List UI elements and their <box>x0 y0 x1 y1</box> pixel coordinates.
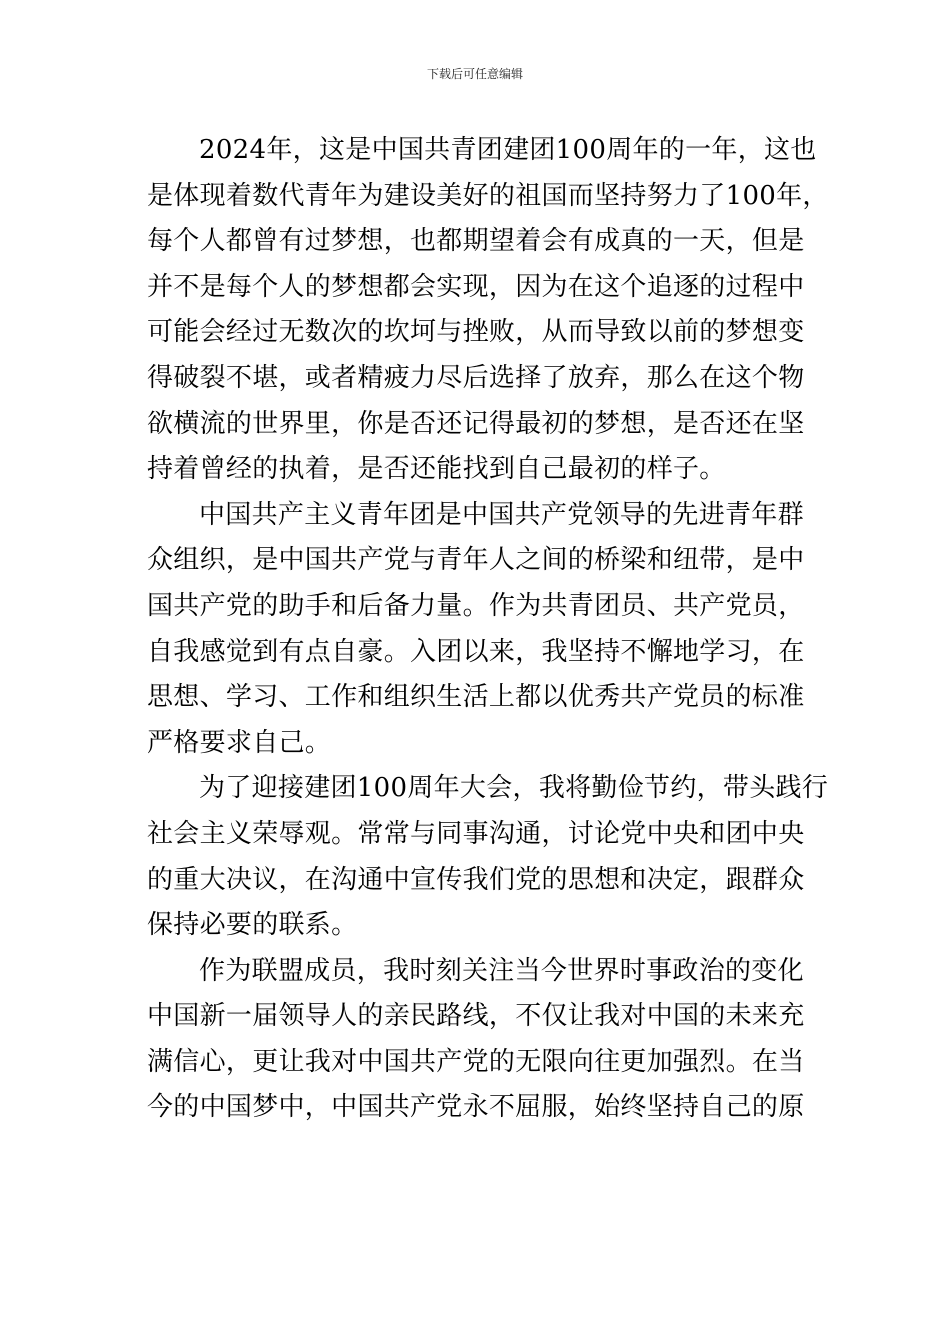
text-line: 思想、学习、工作和组织生活上都以优秀共产党员的标准 <box>147 682 805 713</box>
paragraph-1 <box>147 128 829 493</box>
text-line: 为了迎接建团100周年大会，我将勤俭节约，带头践行 <box>199 773 829 804</box>
text-line: 众组织，是中国共产党与青年人之间的桥梁和纽带，是中 <box>147 545 805 576</box>
document-body <box>147 128 829 1131</box>
text-line: 持着曾经的执着，是否还能找到自己最初的样子。 <box>147 454 726 485</box>
header-note: 下载后可任意编辑 <box>426 67 523 81</box>
paragraph-4 <box>147 949 807 1131</box>
text-line: 满信心，更让我对中国共产党的无限向往更加强烈。在当 <box>147 1046 805 1077</box>
text-line: 可能会经过无数次的坎坷与挫败，从而导致以前的梦想变 <box>147 317 805 348</box>
text-line: 中国共产主义青年团是中国共产党领导的先进青年群 <box>199 499 804 530</box>
text-line: 欲横流的世界里，你是否还记得最初的梦想，是否还在坚 <box>147 408 805 439</box>
text-line: 国共产党的助手和后备力量。作为共青团员、共产党员， <box>147 590 805 621</box>
text-line: 并不是每个人的梦想都会实现，因为在这个追逐的过程中 <box>147 271 805 302</box>
paragraph-2 <box>147 493 807 767</box>
paragraph-3 <box>147 766 829 948</box>
text-line: 严格要求自己。 <box>147 727 332 758</box>
text-line: 今的中国梦中，中国共产党永不屈服，始终坚持自己的原 <box>147 1092 805 1123</box>
text-line: 中国新一届领导人的亲民路线，不仅让我对中国的未来充 <box>147 1001 805 1032</box>
text-line: 每个人都曾有过梦想，也都期望着会有成真的一天，但是 <box>147 226 805 257</box>
text-line: 保持必要的联系。 <box>147 910 358 941</box>
text-line: 是体现着数代青年为建设美好的祖国而坚持努力了100年， <box>147 180 829 211</box>
text-line: 的重大决议，在沟通中宣传我们党的思想和决定，跟群众 <box>147 864 805 895</box>
text-line: 自我感觉到有点自豪。入团以来，我坚持不懈地学习，在 <box>147 636 805 667</box>
text-line: 得破裂不堪，或者精疲力尽后选择了放弃，那么在这个物 <box>147 362 805 393</box>
text-line: 社会主义荣辱观。常常与同事沟通，讨论党中央和团中央 <box>147 818 805 849</box>
text-line: 作为联盟成员，我时刻关注当今世界时事政治的变化 <box>199 955 804 986</box>
text-line: 2024年，这是中国共青团建团100周年的一年，这也 <box>199 135 817 165</box>
